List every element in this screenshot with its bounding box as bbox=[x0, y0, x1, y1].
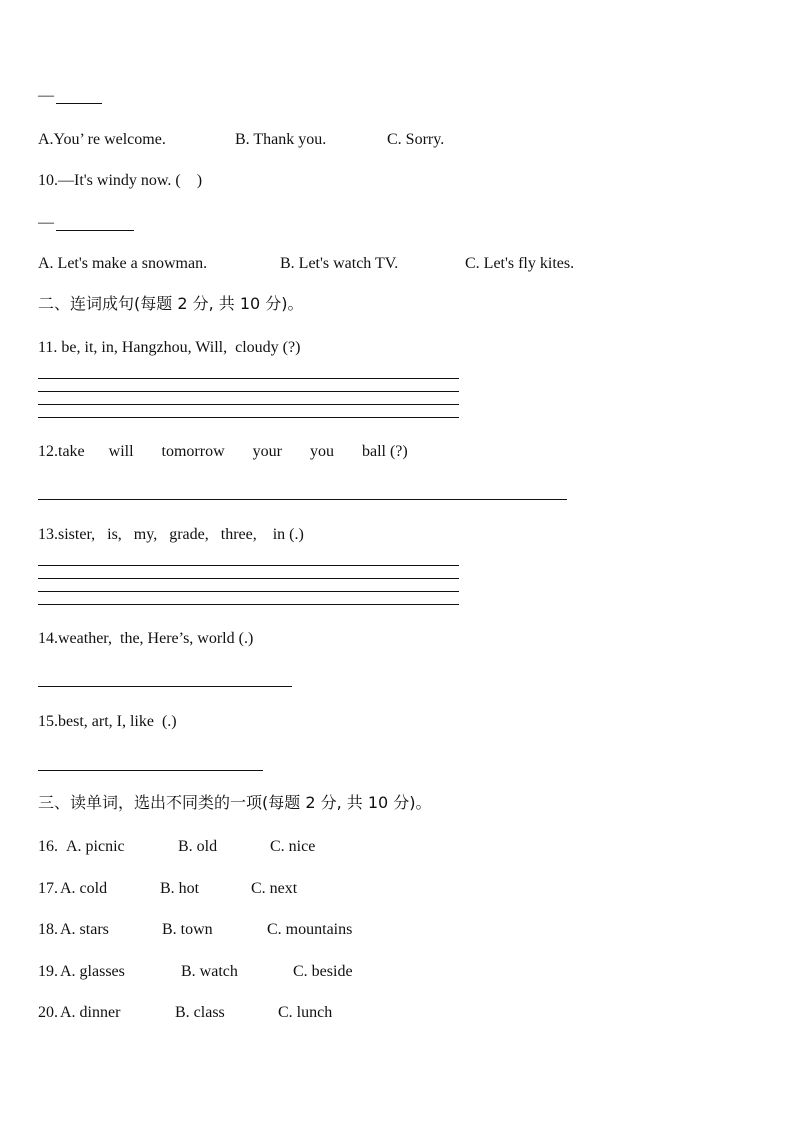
q20-option-c: C. lunch bbox=[278, 1004, 333, 1021]
q18-option-a: A. stars bbox=[60, 921, 109, 938]
q10-prompt: 10.—It's windy now. ( ) bbox=[38, 172, 203, 189]
q13-prompt: 13.sister, is, my, grade, three, in (.) bbox=[38, 526, 304, 543]
q17-option-b: B. hot bbox=[160, 880, 200, 897]
q19-option-c: C. beside bbox=[293, 963, 353, 980]
q9-option-c: C. Sorry. bbox=[387, 131, 445, 148]
q18-option-b: B. town bbox=[162, 921, 213, 938]
q18-number: 18. bbox=[38, 921, 58, 938]
q18-option-c: C. mountains bbox=[267, 921, 353, 938]
q9-option-a: A.You’ re welcome. bbox=[38, 131, 166, 148]
q15-prompt: 15.best, art, I, like (.) bbox=[38, 713, 177, 730]
q13-writing-line bbox=[38, 565, 459, 566]
q17-option-c: C. next bbox=[251, 880, 298, 897]
q9-answer-line bbox=[56, 103, 102, 104]
section3-heading: 三、读单词，选出不同类的一项(每题 2 分, 共 10 分)。 bbox=[38, 793, 432, 812]
q10-option-a: A. Let's make a snowman. bbox=[38, 255, 208, 272]
q13-writing-line bbox=[38, 591, 459, 592]
q11-writing-line bbox=[38, 404, 459, 405]
q14-answer-line bbox=[38, 686, 292, 687]
q16-option-a: A. picnic bbox=[66, 838, 125, 855]
q10-option-b: B. Let's watch TV. bbox=[280, 255, 399, 272]
q9-option-b: B. Thank you. bbox=[235, 131, 327, 148]
q20-option-a: A. dinner bbox=[60, 1004, 121, 1021]
q19-option-a: A. glasses bbox=[60, 963, 125, 980]
q13-writing-line bbox=[38, 578, 459, 579]
q10-answer-dash: — bbox=[38, 214, 54, 231]
q11-writing-line bbox=[38, 417, 459, 418]
q20-option-b: B. class bbox=[175, 1004, 225, 1021]
q20-number: 20. bbox=[38, 1004, 58, 1021]
q19-option-b: B. watch bbox=[181, 963, 238, 980]
q9-answer-dash: — bbox=[38, 87, 54, 104]
q15-answer-line bbox=[38, 770, 263, 771]
q11-prompt: 11. be, it, in, Hangzhou, Will, cloudy (?) bbox=[38, 339, 301, 356]
q12-prompt: 12.take will tomorrow your you ball (?) bbox=[38, 443, 408, 460]
q16-number: 16. bbox=[38, 838, 58, 855]
q10-option-c: C. Let's fly kites. bbox=[465, 255, 575, 272]
q14-prompt: 14.weather, the, Here’s, world (.) bbox=[38, 630, 254, 647]
q13-writing-line bbox=[38, 604, 459, 605]
q17-option-a: A. cold bbox=[60, 880, 108, 897]
q17-number: 17. bbox=[38, 880, 58, 897]
q10-answer-line bbox=[56, 230, 134, 231]
section2-heading: 二、连词成句(每题 2 分, 共 10 分)。 bbox=[38, 294, 304, 313]
q11-writing-line bbox=[38, 378, 459, 379]
q16-option-b: B. old bbox=[178, 838, 218, 855]
q11-writing-line bbox=[38, 391, 459, 392]
q16-option-c: C. nice bbox=[270, 838, 316, 855]
q19-number: 19. bbox=[38, 963, 58, 980]
q12-answer-line bbox=[38, 499, 567, 500]
